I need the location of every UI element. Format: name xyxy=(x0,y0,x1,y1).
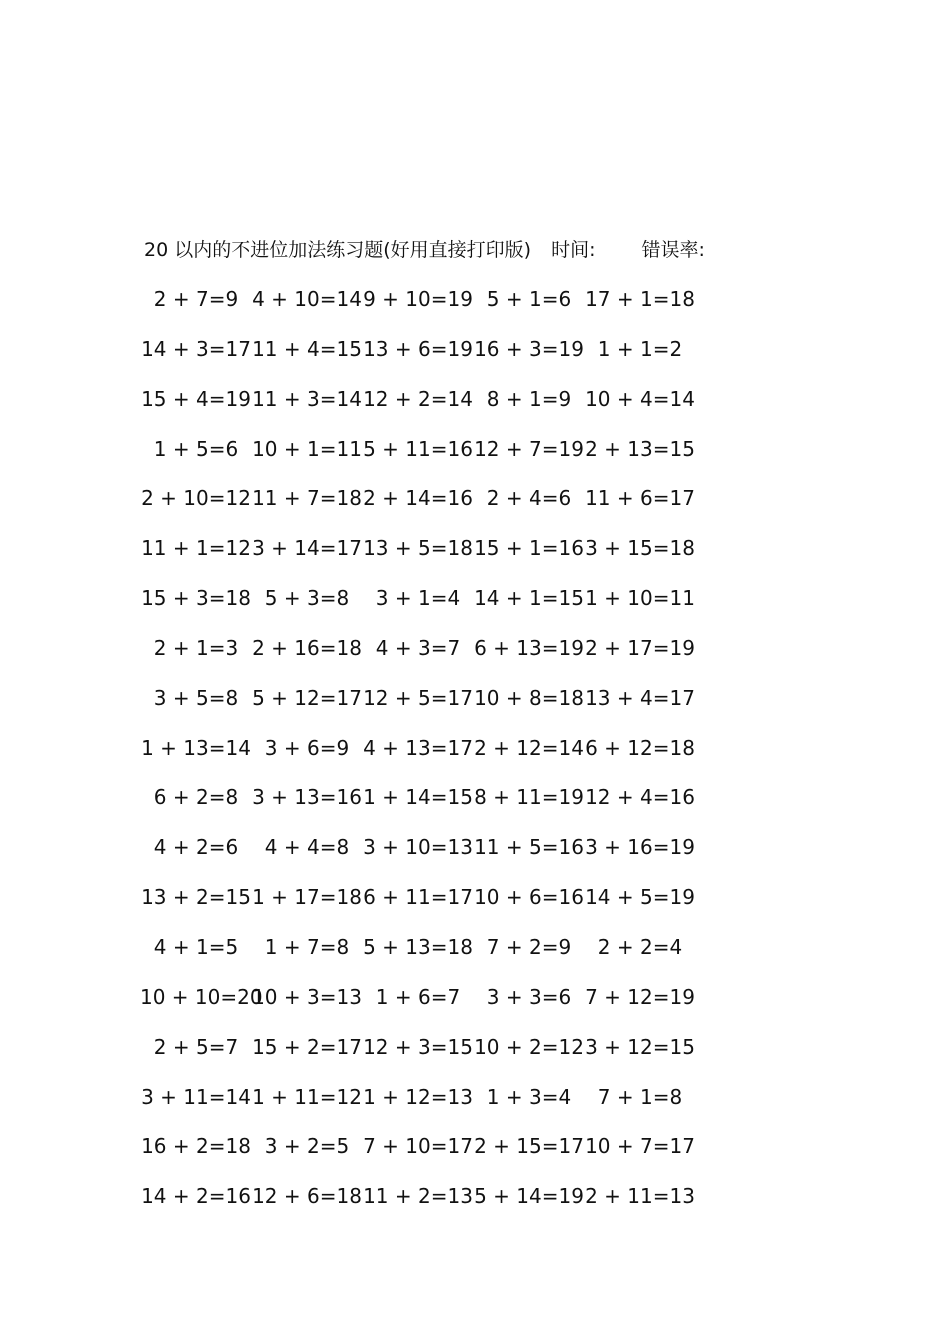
problem-item: 1 + 13=14 xyxy=(141,735,251,760)
problem-row xyxy=(140,982,740,1032)
problem-item: 7 + 1=8 xyxy=(597,1084,683,1109)
problem-item: 12 + 7=19 xyxy=(474,436,584,461)
problem-item: 10 + 6=16 xyxy=(474,885,584,910)
problem-item: 1 + 10=11 xyxy=(585,586,695,611)
problem-item: 15 + 3=18 xyxy=(141,586,251,611)
problem-item: 1 + 7=8 xyxy=(264,934,350,959)
worksheet-title: 20 以内的不进位加法练习题(好用直接打印版) xyxy=(144,239,532,261)
problem-item: 10 + 4=14 xyxy=(585,386,695,411)
problem-item: 2 + 12=14 xyxy=(474,735,584,760)
problem-item: 4 + 2=6 xyxy=(153,835,239,860)
problem-item: 4 + 1=5 xyxy=(153,934,239,959)
problem-row xyxy=(140,932,740,982)
problem-item: 5 + 1=6 xyxy=(486,287,572,311)
problem-item: 1 + 1=2 xyxy=(597,336,683,361)
problem-row xyxy=(140,334,740,384)
problem-item: 10 + 1=11 xyxy=(252,436,362,461)
problem-item: 11 + 7=18 xyxy=(252,486,362,511)
problem-item: 6 + 2=8 xyxy=(153,785,239,810)
problem-item: 11 + 6=17 xyxy=(585,486,695,511)
problem-item: 3 + 15=18 xyxy=(585,536,695,561)
problem-item: 3 + 3=6 xyxy=(486,984,572,1009)
problem-item: 5 + 11=16 xyxy=(363,436,473,461)
problem-row xyxy=(140,733,740,783)
problem-row xyxy=(140,284,740,334)
problem-item: 5 + 12=17 xyxy=(252,685,362,710)
problem-item: 3 + 13=16 xyxy=(252,785,362,810)
problem-item: 7 + 2=9 xyxy=(486,934,572,959)
problem-row xyxy=(140,1131,740,1181)
problem-item: 3 + 5=8 xyxy=(153,685,239,710)
problem-item: 5 + 14=19 xyxy=(474,1184,584,1209)
problem-item: 2 + 1=3 xyxy=(153,635,239,660)
problem-item: 6 + 12=18 xyxy=(585,735,695,760)
problem-item: 2 + 10=12 xyxy=(141,486,251,511)
problem-item: 1 + 12=13 xyxy=(363,1084,473,1109)
problem-item: 14 + 3=17 xyxy=(141,336,251,361)
problem-item: 2 + 14=16 xyxy=(363,486,473,511)
problem-item: 3 + 2=5 xyxy=(264,1134,350,1159)
problem-item: 12 + 3=15 xyxy=(363,1034,473,1059)
problem-item: 4 + 10=14 xyxy=(252,287,362,311)
problem-item: 13 + 2=15 xyxy=(141,885,251,910)
problem-item: 12 + 4=16 xyxy=(585,785,695,810)
problem-item: 10 + 2=12 xyxy=(474,1034,584,1059)
problem-row xyxy=(140,483,740,533)
problem-item: 2 + 4=6 xyxy=(486,486,572,511)
problem-item: 2 + 17=19 xyxy=(585,635,695,660)
problem-item: 11 + 4=15 xyxy=(252,336,362,361)
problem-item: 15 + 1=16 xyxy=(474,536,584,561)
problem-item: 3 + 1=4 xyxy=(375,586,461,611)
problem-row xyxy=(140,434,740,484)
problem-item: 1 + 17=18 xyxy=(252,885,362,910)
problem-row xyxy=(140,882,740,932)
problem-row xyxy=(140,1181,740,1231)
problem-item: 11 + 1=12 xyxy=(141,536,251,561)
problem-item: 4 + 13=17 xyxy=(363,735,473,760)
problem-item: 11 + 2=13 xyxy=(363,1184,473,1209)
problem-item: 14 + 2=16 xyxy=(141,1184,251,1209)
problem-row xyxy=(140,384,740,434)
problem-item: 15 + 2=17 xyxy=(252,1034,362,1059)
problem-item: 13 + 5=18 xyxy=(363,536,473,561)
problem-item: 10 + 7=17 xyxy=(585,1134,695,1159)
problem-item: 3 + 16=19 xyxy=(585,835,695,860)
problem-item: 13 + 6=19 xyxy=(363,336,473,361)
problem-item: 2 + 15=17 xyxy=(474,1134,584,1159)
problem-row xyxy=(140,782,740,832)
problem-item: 12 + 5=17 xyxy=(363,685,473,710)
problem-item: 6 + 13=19 xyxy=(474,635,584,660)
problem-row xyxy=(140,683,740,733)
problem-row xyxy=(140,1082,740,1132)
problem-item: 5 + 13=18 xyxy=(363,934,473,959)
worksheet-header xyxy=(144,236,705,264)
problem-item: 17 + 1=18 xyxy=(585,287,695,311)
problem-item: 10 + 3=13 xyxy=(252,984,362,1009)
problem-item: 15 + 4=19 xyxy=(141,386,251,411)
problem-item: 3 + 10=13 xyxy=(363,835,473,860)
problem-item: 2 + 11=13 xyxy=(585,1184,695,1209)
problem-item: 1 + 6=7 xyxy=(375,984,461,1009)
problem-item: 11 + 3=14 xyxy=(252,386,362,411)
problem-item: 10 + 10=20 xyxy=(140,984,263,1009)
problem-item: 5 + 3=8 xyxy=(264,586,350,611)
problem-item: 14 + 1=15 xyxy=(474,586,584,611)
problem-row xyxy=(140,1032,740,1082)
problem-item: 16 + 2=18 xyxy=(141,1134,251,1159)
problem-item: 3 + 12=15 xyxy=(585,1034,695,1059)
problem-item: 11 + 5=16 xyxy=(474,835,584,860)
problem-item: 2 + 2=4 xyxy=(597,934,683,959)
problem-item: 10 + 8=18 xyxy=(474,685,584,710)
problem-item: 8 + 11=19 xyxy=(474,785,584,810)
problem-item: 2 + 5=7 xyxy=(153,1034,239,1059)
problem-row xyxy=(140,832,740,882)
problem-row xyxy=(140,583,740,633)
problem-item: 16 + 3=19 xyxy=(474,336,584,361)
problem-item: 4 + 3=7 xyxy=(375,635,461,660)
problem-item: 3 + 6=9 xyxy=(264,735,350,760)
problem-grid xyxy=(140,284,740,1231)
problem-item: 1 + 11=12 xyxy=(252,1084,362,1109)
problem-item: 4 + 4=8 xyxy=(264,835,350,860)
problem-item: 8 + 1=9 xyxy=(486,386,572,411)
problem-item: 6 + 11=17 xyxy=(363,885,473,910)
problem-row xyxy=(140,633,740,683)
problem-item: 2 + 7=9 xyxy=(153,287,239,311)
problem-item: 14 + 5=19 xyxy=(585,885,695,910)
time-label: 时间: xyxy=(551,239,596,261)
problem-item: 9 + 10=19 xyxy=(363,287,473,311)
problem-row xyxy=(140,533,740,583)
problem-item: 3 + 14=17 xyxy=(252,536,362,561)
problem-item: 12 + 2=14 xyxy=(363,386,473,411)
problem-item: 2 + 13=15 xyxy=(585,436,695,461)
problem-item: 13 + 4=17 xyxy=(585,685,695,710)
problem-item: 3 + 11=14 xyxy=(141,1084,251,1109)
problem-item: 1 + 5=6 xyxy=(153,436,239,461)
problem-item: 1 + 3=4 xyxy=(486,1084,572,1109)
problem-item: 7 + 12=19 xyxy=(585,984,695,1009)
problem-item: 7 + 10=17 xyxy=(363,1134,473,1159)
problem-item: 12 + 6=18 xyxy=(252,1184,362,1209)
error-rate-label: 错误率: xyxy=(641,239,705,261)
problem-item: 1 + 14=15 xyxy=(363,785,473,810)
problem-item: 2 + 16=18 xyxy=(252,635,362,660)
